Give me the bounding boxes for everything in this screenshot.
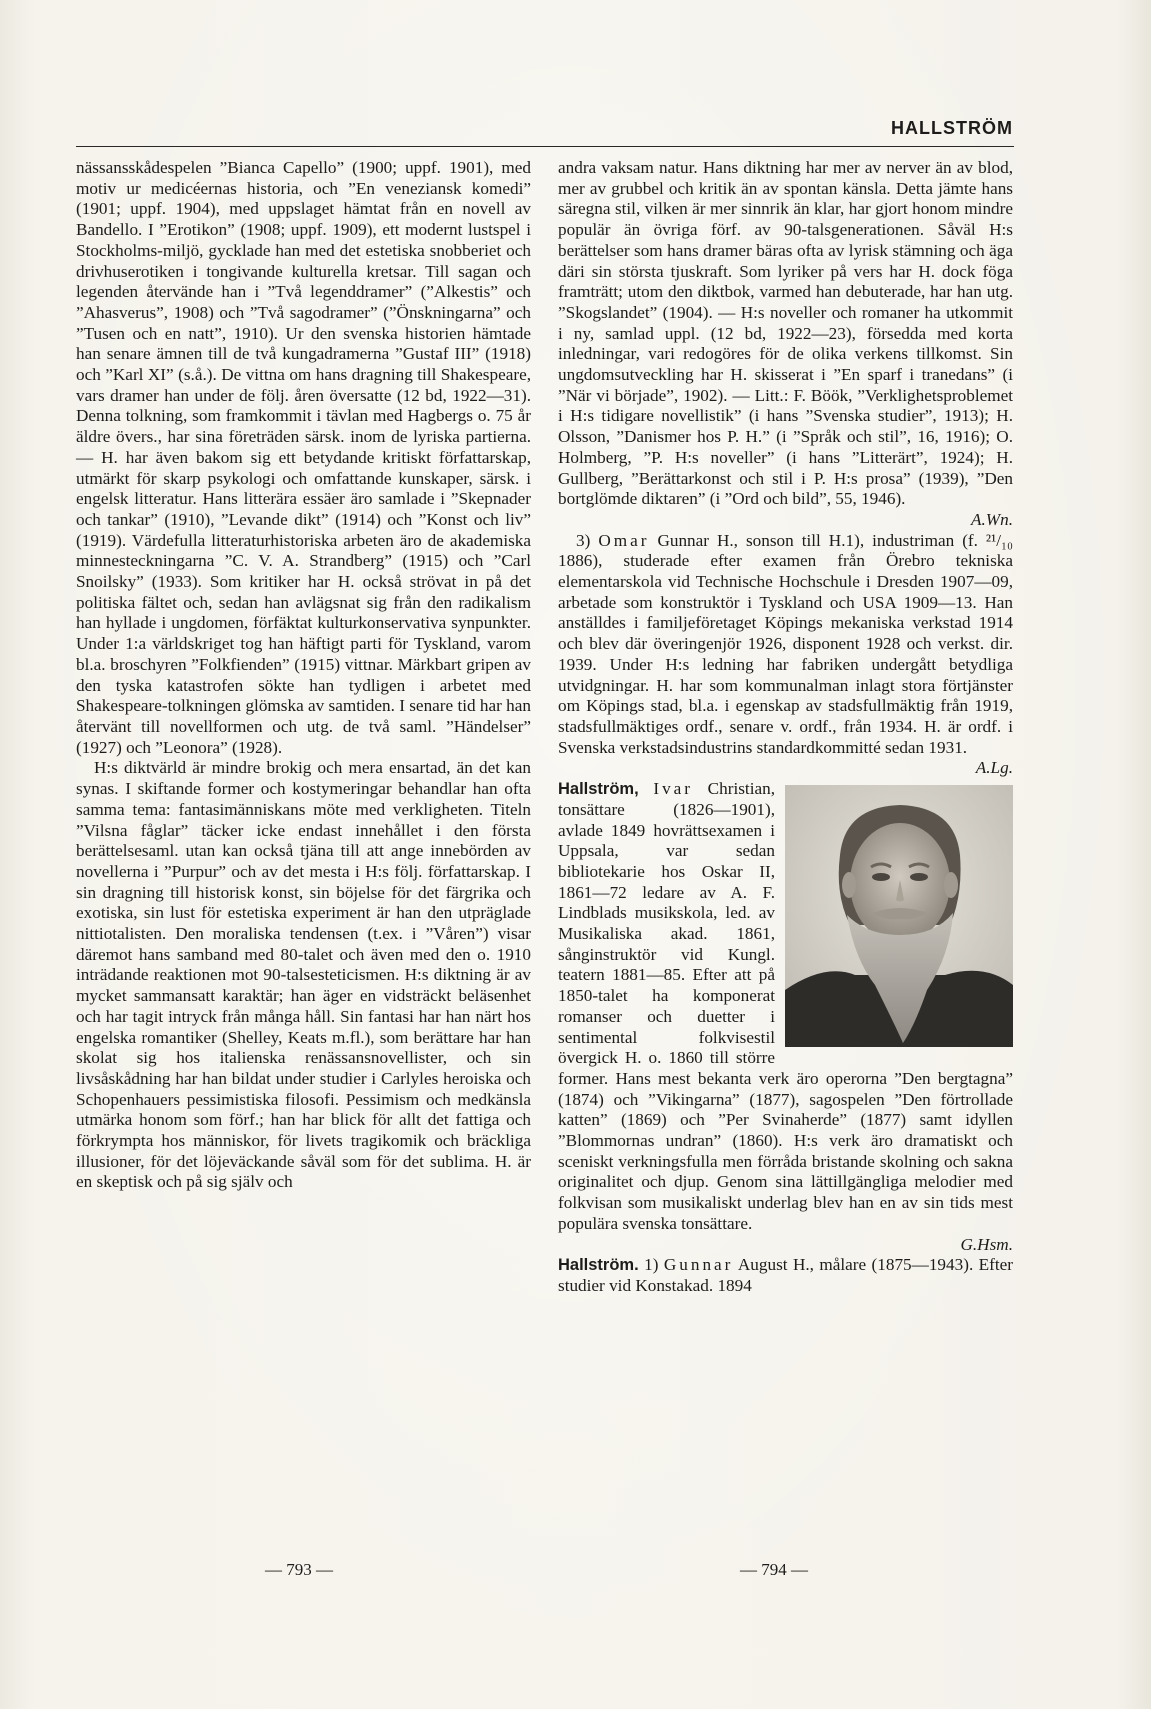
left-paragraph-2: H:s diktvärld är mindre brokig och mera ensartad, än det kan synas. I skiftande former och kostymeringar behandlar han ofta samma tema: fantasimänniskans möte med verkligheten. Titeln ”Vilsna fåglar” täcker icke endast innehållet i den första berättelsesaml. utan kan också tjäna till att ange innebörden av novellerna i ”Purpur” och av det mesta i H:s följ. författarskap. I sin dragning till historisk konst, sin böjelse för det färgrika och exotiska, sin lust för estetiska experiment är han den utpräglade nittiotalisten. Den moraliska tendensen (t.ex. i ”Våren”) visar däremot hans samband med 80-talet och även med den o. 1910 inträdande reaktionen mot 90-talsesteticismen. H:s diktning är av mycket sammansatt karaktär; han äger en vidsträckt beläsenhet och har tagit intryck från många håll. Sin fantasi har han närt hos engelska romantiker (Shelley, Keats m.fl.), som berättare har han skolat sig hos italienska renässansnovellister, och sin livsåskådning har han bildat under studier i Carlyles heroiska och Schopenhauers pessimistiska filosofi. Pessimism och medkänsla utmärka honom som förf.; han har blick för allt det fattiga och förkrympta hos människor, för livets tragikomik och bräckliga illusioner, för det löjeväckande såväl som för det sublima. H. är en skeptisk och på sig själv och	[76, 758, 531, 1192]
right-column	[558, 158, 1013, 1297]
entry-name: Omar	[598, 530, 650, 550]
article-text: andra vaksam natur. Hans diktning har mer av nerver än av blod, mer av grubbel och kritik än av spontan känsla. Detta jämte hans säregna stil, vilken är mer sinnrik än klar, har gjort honom mindre populär än övriga förf. av 90-talsgenerationen. Såväl H:s berättelser som hans dramer bäras ofta av lyrisk stämning och äga däri sin största tjuskraft. Som lyriker på vers har H. dock föga framträtt; utom den diktbok, varmed han debuterade, har han utg. ”Skogslandet” (1904). — H:s noveller och romaner ha utkommit i ny, samlad uppl. (12 bd, 1922—23), försedda med korta inledningar, vari redogöres för de olika verkens tillkomst. Sin ungdomsutveckling har H. skisserat i ”En sparf i tranedans” (i ”När vi började”, 1902). — Litt.: F. Böök, ”Verklighetsproblemet i H:s tidigare novellistik” (i hans ”Svenska studier”, 1913); H. Olsson, ”Danismer hos P. H.” (i ”Språk och stil”, 16, 1916); O. Holmberg, ”P. H:s noveller” (i hans ”Litterärt”, 1924); H. Gullberg, ”Berättarkonst och stil i P. H:s prosa” (1939), ”Den bortglömde diktaren” (i ”Ord och bild”, 55, 1946).	[558, 158, 1013, 509]
article-text: Christian, tonsättare (1826—1901), avlade 1849 hovrättsexamen i Uppsala, var sedan bibliotekarie hos Oskar II, 1861—72 ledare av A. F. Lindblads musikskola, led. av Musikaliska akad. 1861, sånginstruktör vid Kungl. teatern 1881—85. Efter att på 1850-talet ha komponerat romanser och duetter i sentimental folkvisestil övergick H. o. 1860 till större former. Hans mest bekanta verk äro operorna ”Den bergtagna” (1874) och ”Vikingarna” (1877), sagospelen ”Den förtrollade katten” (1869) och ”Per Svinaherde” (1877) samt idyllen ”Blommornas undran” (1860). H:s verk äro dramatiskt och sceniskt verkningsfulla men förråda bristande skolning och sakna originalitet och djup. Genom sina lättillgängliga melodier med folkvisan som musikaliskt underlag blev han en av sin tids mest populära svenska tonsättare.	[558, 779, 1013, 1233]
portrait-photo	[785, 785, 1013, 1047]
running-head: HALLSTRÖM	[891, 118, 1013, 138]
right-paragraph-omar	[558, 531, 1013, 779]
right-paragraph-gunnar	[558, 1255, 1013, 1296]
entry-number: 3)	[576, 530, 599, 550]
page-number-left: — 793 —	[265, 1560, 333, 1579]
left-paragraph-1: nässansskådespelen ”Bianca Capello” (1900; uppf. 1901), med motiv ur medicéernas historia, och ”En veneziansk komedi” (1901; uppf. 1904), med uppslaget hämtat från en novell av Bandello. I ”Erotikon” (1908; uppf. 1909), ett modernt lustspel i Stockholms-miljö, gycklade han med det estetiska snobberiet och drivhuserotiken i tongivande kulturella kretsar. Till sagan och legenden återvände han i ”Två legenddramer” (”Alkestis” och ”Ahasverus”, 1908) och ”Två sagodramer” (”Önskningarna” och ”Tusen och en natt”, 1910). Ur den svenska historien hämtade han senare ämnen till de två kungadramerna ”Gustaf III” (1918) och ”Karl XI” (s.å.). De vittna om hans dragning till Shakespeare, vars dramer han under de följ. åren översatte (12 bd, 1922—31). Denna tolkning, som framkommit i tävlan med Hagbergs o. 75 år äldre övers., har sina företräden särsk. inom de lyriska partierna. — H. har även bakom sig ett betydande kritiskt författarskap, utmärkt för skarp psykologi och omfattande kunskaper, särsk. i engelsk litteratur. Hans litterära essäer äro samlade i ”Skepnader och tankar” (1910), ”Levande dikt” (1914) och ”Konst och liv” (1919). Värdefulla litteraturhistoriska arbeten äro de akademiska minnesteckningarna ”C. V. A. Strandberg” (1915) och ”Carl Snoilsky” (1933). Som kritiker har H. också strövat in på det politiska fältet och, sedan han avlägsnat sig från den radikalism han hyllade i ungdomen, förfäktat kulturkonservativa synpunkter. Under 1:a världskriget tog han häftigt parti för Tyskland, varom bl.a. broschyren ”Folkfienden” (1915) vittnar. Märkbart gripen av den tyska katastrofen sökte han tydligen i arbetet med Shakespeare-tolkningen glömska av samtiden. I senare tid har han återvänt till novellformen och utg. de två saml. ”Händelser” (1927) och ”Leonora” (1928).	[76, 158, 531, 757]
page-number-right: — 794 —	[740, 1560, 808, 1579]
entry-name: Gunnar	[663, 1255, 734, 1275]
header-rule	[76, 146, 1014, 147]
portrait-image	[785, 785, 1013, 1047]
entry-name: Ivar	[653, 779, 694, 799]
right-paragraph-ivar	[558, 779, 1013, 1255]
author-signature: A.Wn.	[970, 509, 1013, 529]
right-paragraph-1	[558, 158, 1013, 531]
entry-number: 1)	[638, 1255, 664, 1275]
left-column	[76, 158, 531, 1193]
author-signature: G.Hsm.	[960, 1234, 1013, 1254]
article-text: August H., målare (1875—1943). Efter studier vid Konstakad. 1894	[558, 1255, 1014, 1295]
article-text: Gunnar H., sonson till H.1), industriman (f. ²¹/₁₀ 1886), studerade efter examen från Örebro tekniska elementarskola vid Technische Hochschule i Dresden 1907—09, arbetade som konstruktör i Tyskland och USA 1909—13. Han anställdes i familjeföretaget Köpings mekaniska verkstad 1914 och blev där överingenjör 1926, disponent 1928 och verkst. dir. 1939. Under H:s ledning har fabriken undergått betydliga utvidgningar. H. har som kommunalman inlagt stora förtjänster om Köpings stad, bl.a. i egenskap av stadsfullmäktig från 1919, stadsfullmäktiges ordf., senare v. ordf., från 1934. H. är ordf. i Svenska verkstadsindustrins standardkommitté sedan 1931.	[558, 530, 1013, 757]
entry-headword: Hallström.	[558, 1256, 639, 1275]
author-signature: A.Lg.	[975, 758, 1013, 778]
entry-headword: Hallström,	[558, 780, 639, 799]
